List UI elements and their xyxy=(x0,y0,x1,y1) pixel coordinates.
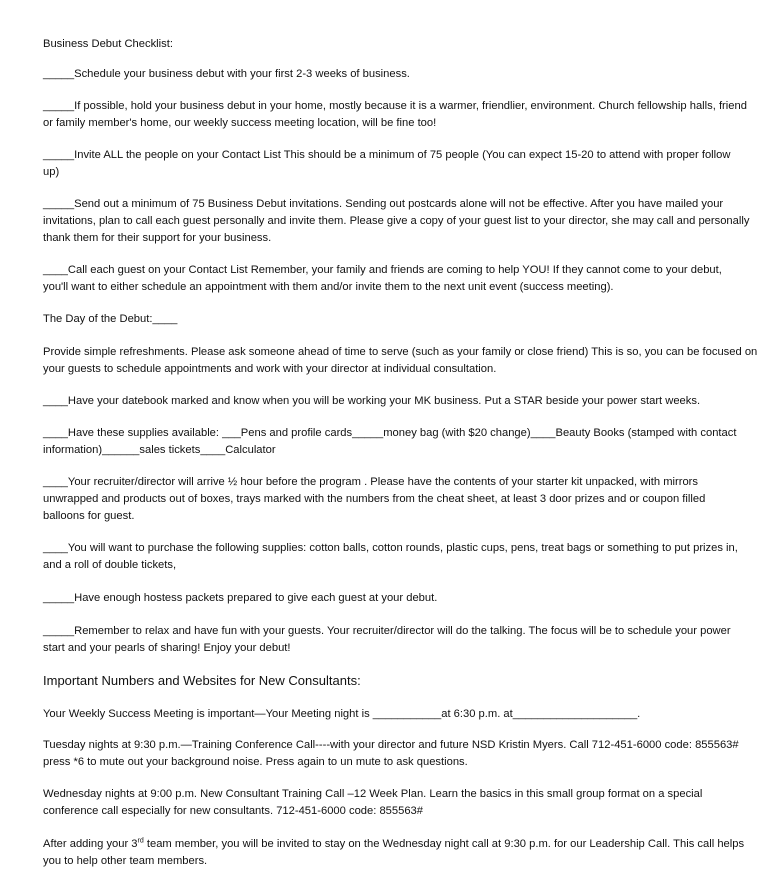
checklist-item-supplies-available: ____Have these supplies available: ___Pens and profile cards_____money bag (with $20 change)____Beauty Books (stamped with contact xyxy=(43,427,737,439)
wednesday-call-line: Wednesday nights at 9:00 p.m. New Consultant Training Call –12 Week Plan. Learn the basics in this small group format on a special xyxy=(43,788,703,800)
checklist-item-invite-contacts: _____Invite ALL the people on your Contact List This should be a minimum of 75 people (You can expect 15-20 to attend with proper follow xyxy=(43,149,731,161)
checklist-item-call-guests: ____Call each guest on your Contact List Remember, your family and friends are coming to help YOU! If they cannot come to your debut, xyxy=(43,264,722,276)
checklist-item-supplies-available-cont: information)______sales tickets____Calculator xyxy=(43,444,276,456)
checklist-item-director-arrival: ____Your recruiter/director will arrive ½ hour before the program . Please have the contents of your starter kit unpacked, with mirrors xyxy=(43,476,698,488)
checklist-item-relax: _____Remember to relax and have fun with your guests. Your recruiter/director will do the talking. The focus will be to schedule your power xyxy=(43,625,731,637)
numbers-heading: Important Numbers and Websites for New Consultants: xyxy=(43,673,361,688)
checklist-item-hold-at-home-cont: or family member's home, our weekly success meeting location, will be fine too! xyxy=(43,117,437,129)
checklist-item-send-invitations-cont-1: invitations, plan to call each guest personally and invite them. Please give a copy of your guest list to your director, she may call and personally xyxy=(43,215,750,227)
leadership-call-line-cont: you to help other team members. xyxy=(43,855,208,867)
checklist-title: Business Debut Checklist: xyxy=(43,38,173,50)
leadership-call-text-start: After adding your 3 xyxy=(43,838,138,850)
checklist-item-send-invitations-cont-2: thank them for their support for your business. xyxy=(43,232,272,244)
checklist-item-invite-contacts-cont: up) xyxy=(43,166,60,178)
leadership-call-text-end: team member, you will be invited to stay on the Wednesday night call at 9:30 p.m. for our Leadership Call. This call helps xyxy=(143,838,745,850)
ordinal-suffix: rd xyxy=(137,837,144,845)
day-of-debut-label: The Day of the Debut:____ xyxy=(43,313,178,325)
wednesday-call-line-cont: conference call especially for new consultants. 712-451-6000 code: 855563# xyxy=(43,805,424,817)
checklist-item-director-arrival-cont-2: balloons for guest. xyxy=(43,510,135,522)
checklist-item-call-guests-cont: you'll want to either schedule an appointment with them and/or invite them to the next unit event (success meeting). xyxy=(43,281,614,293)
leadership-call-line xyxy=(43,836,744,853)
checklist-item-purchase-supplies-cont: and a roll of double tickets, xyxy=(43,559,177,571)
checklist-item-send-invitations: _____Send out a minimum of 75 Business Debut invitations. Sending out postcards alone will not be effective. After you have mailed your xyxy=(43,198,724,210)
checklist-item-schedule-debut: _____Schedule your business debut with your first 2-3 weeks of business. xyxy=(43,68,410,80)
refreshments-paragraph-cont: your guests to schedule appointments and work with your director at individual consultation. xyxy=(43,363,497,375)
checklist-item-relax-cont: start and your pearls of sharing! Enjoy your debut! xyxy=(43,642,291,654)
checklist-item-hold-at-home: _____If possible, hold your business debut in your home, mostly because it is a warmer, friendlier, environment. Church fellowship halls, friend xyxy=(43,100,747,112)
checklist-item-datebook: ____Have your datebook marked and know when you will be working your MK business. Put a STAR beside your power start weeks. xyxy=(43,395,701,407)
tuesday-call-line-cont: press *6 to mute out your background noise. Press again to un mute to ask questions. xyxy=(43,756,468,768)
checklist-item-hostess-packets: _____Have enough hostess packets prepared to give each guest at your debut. xyxy=(43,592,438,604)
checklist-item-director-arrival-cont-1: unwrapped and products out of boxes, trays marked with the numbers from the cheat sheet, at least 3 door prizes and or coupon filled xyxy=(43,493,706,505)
weekly-meeting-line: Your Weekly Success Meeting is important—Your Meeting night is ___________at 6:30 p.m. at____________________. xyxy=(43,708,641,720)
refreshments-paragraph: Provide simple refreshments. Please ask someone ahead of time to serve (such as your family or close friend) This is so, you can be focused on xyxy=(43,346,758,358)
checklist-item-purchase-supplies: ____You will want to purchase the following supplies: cotton balls, cotton rounds, plastic cups, pens, treat bags or something to put prizes in, xyxy=(43,542,738,554)
tuesday-call-line: Tuesday nights at 9:30 p.m.—Training Conference Call----with your director and future NSD Kristin Myers. Call 712-451-6000 code: 855563# xyxy=(43,739,739,751)
